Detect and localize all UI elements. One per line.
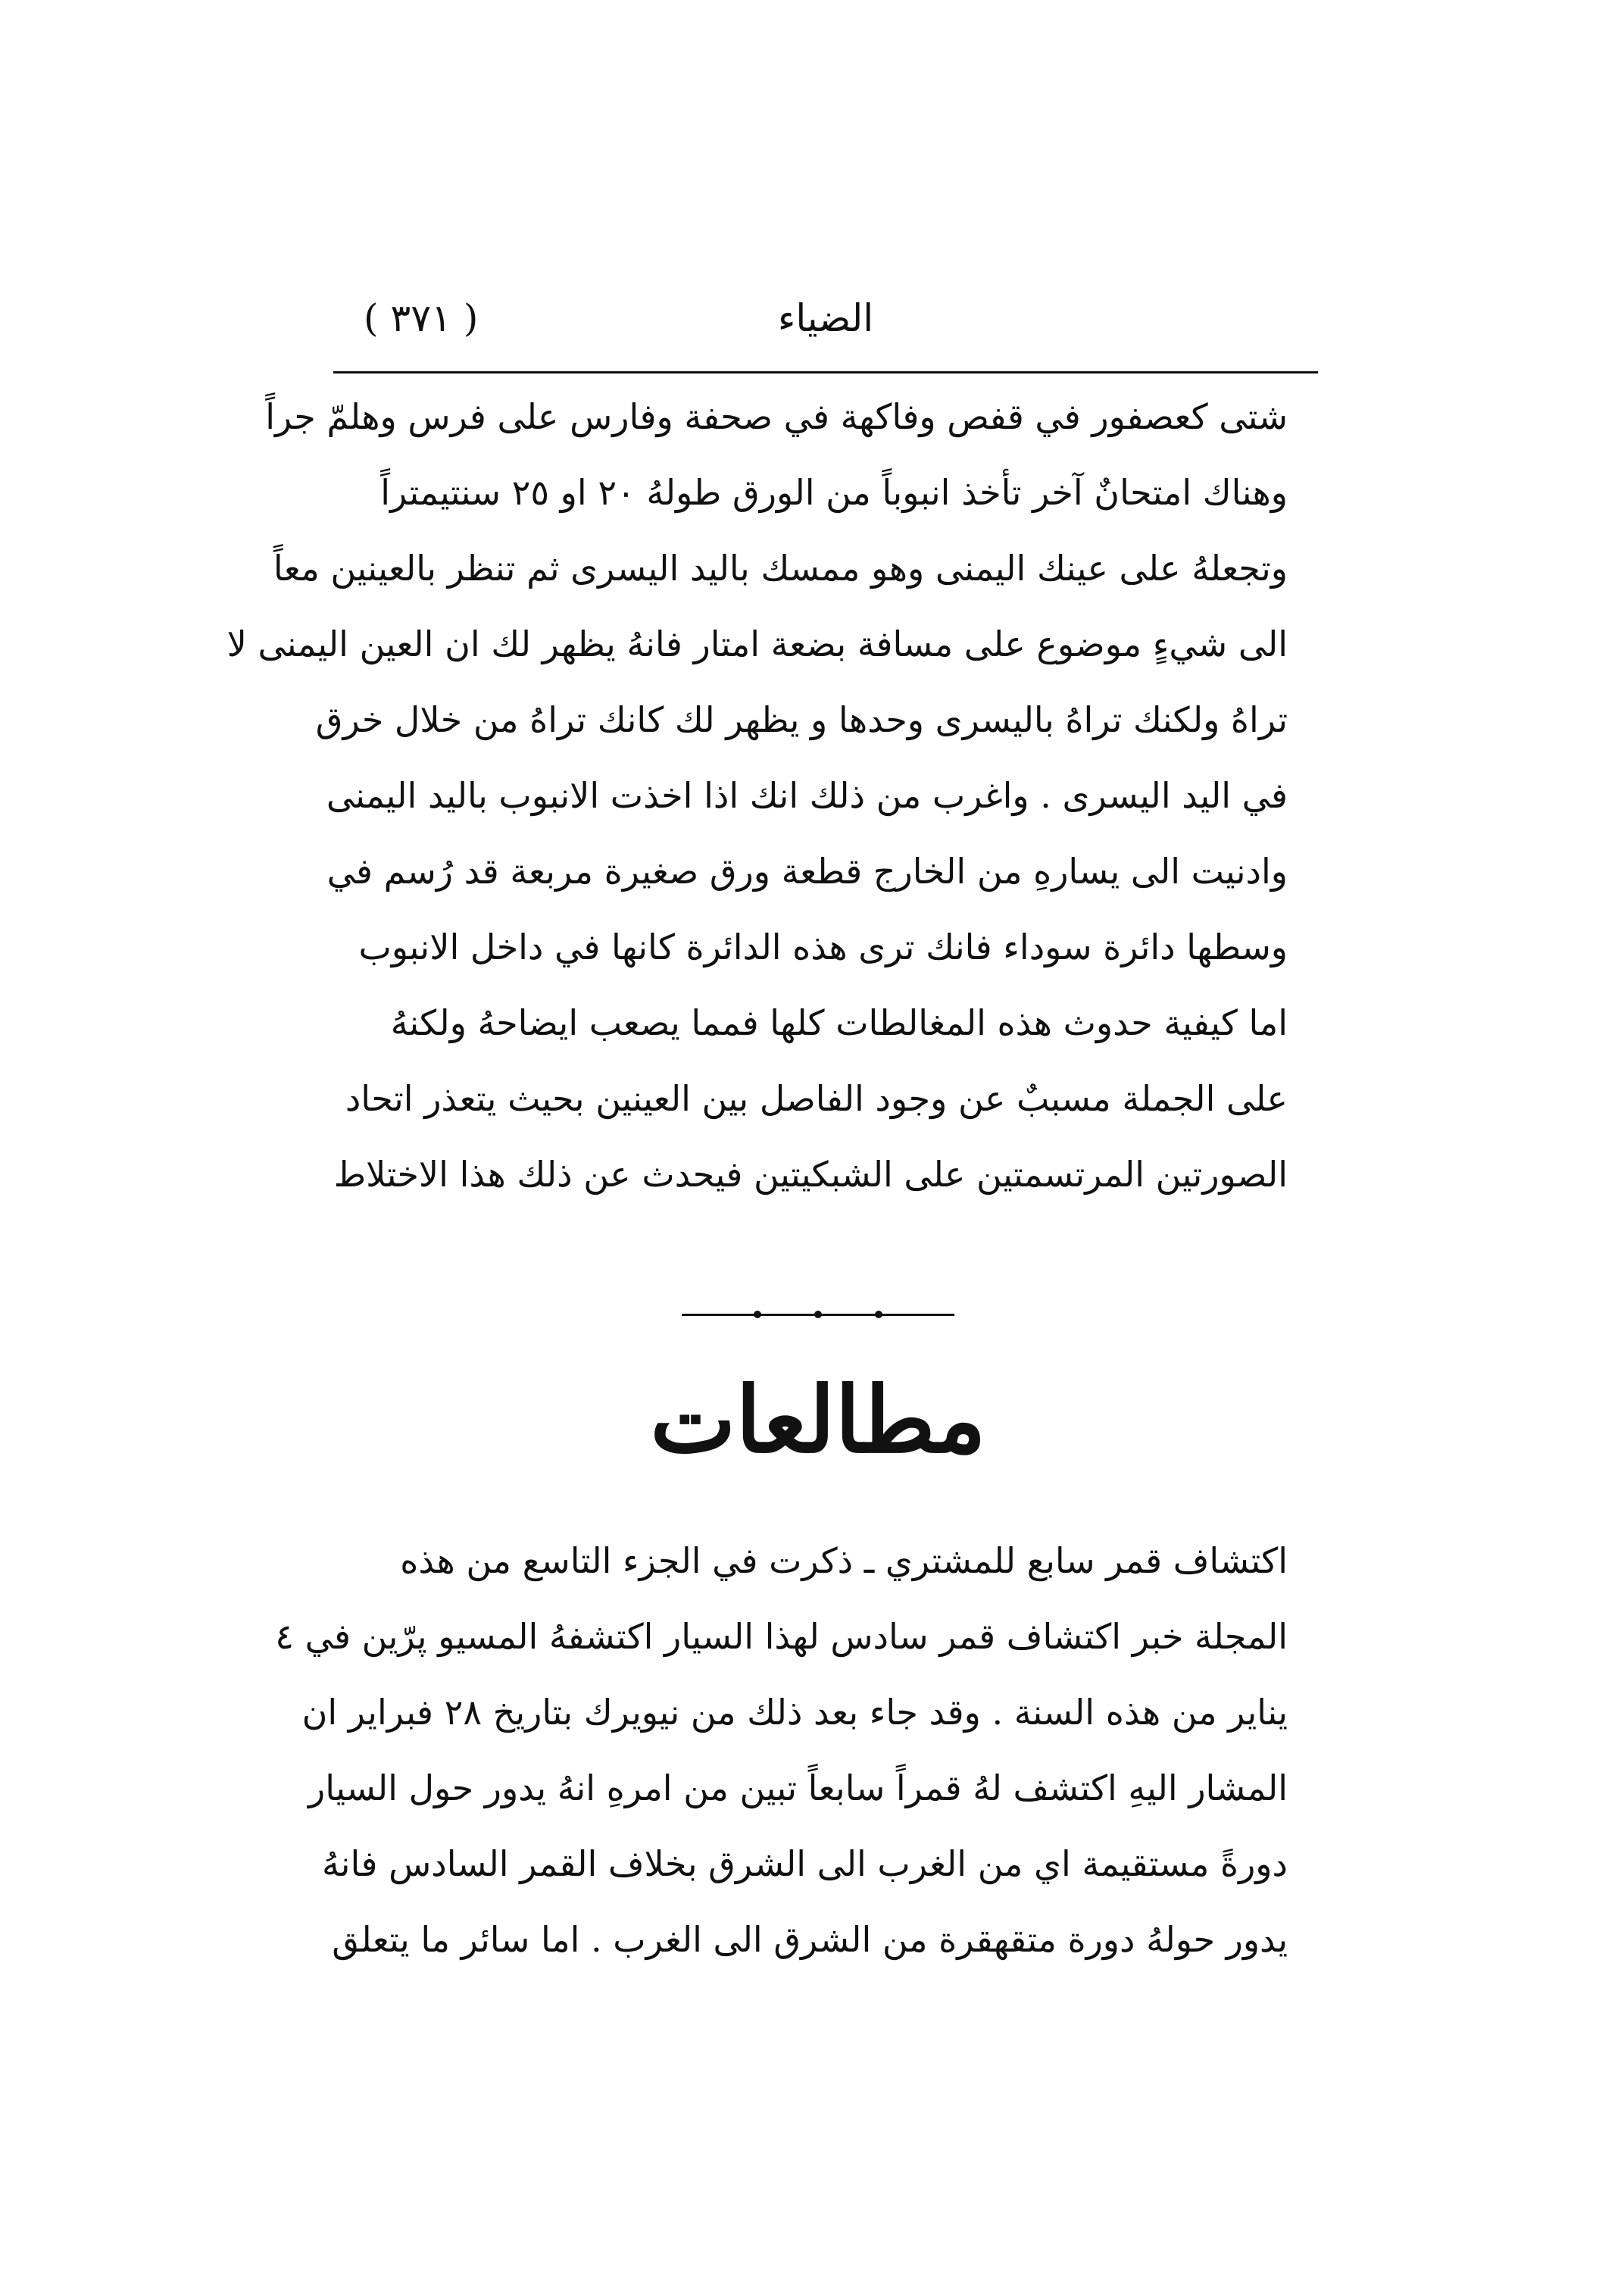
news-article	[275, 1523, 1288, 1977]
text-line: اما كيفية حدوث هذه المغالطات كلها فمما يصعب ايضاحهُ ولكنهُ	[390, 1002, 1288, 1043]
separator-dot	[754, 1311, 761, 1318]
text-line: يدور حولهُ دورة متقهقرة من الشرق الى الغرب . اما سائر ما يتعلق	[332, 1919, 1288, 1960]
text-line: على الجملة مسببٌ عن وجود الفاصل بين العينين بحيث يتعذر اتحاد	[345, 1078, 1288, 1119]
text-line: وتجعلهُ على عينك اليمنى وهو ممسك باليد اليسرى ثم تنظر بالعينين معاً	[273, 548, 1288, 589]
text-line: يناير من هذه السنة . وقد جاء بعد ذلك من نيويرك بتاريخ ٢٨ فبراير ان	[301, 1692, 1288, 1733]
section-separator	[682, 1311, 954, 1318]
page-number: ( ٣٧١ )	[364, 296, 479, 340]
running-title: الضياء	[777, 296, 874, 340]
text-line: اكتشاف قمر سابع للمشتري ـ ذكرت في الجزء التاسع من هذه	[400, 1540, 1288, 1581]
text-line: وسطها دائرة سوداء فانك ترى هذه الدائرة كانها في داخل الانبوب	[358, 927, 1288, 967]
text-line: الى شيءٍ موضوع على مسافة بضعة امتار فانهُ يظهر لك ان العين اليمنى لا	[226, 624, 1288, 664]
separator-dot	[875, 1311, 882, 1318]
text-line: وهناك امتحانٌ آخر تأخذ انبوباً من الورق طولهُ ٢٠ او ٢٥ سنتيمتراً	[380, 472, 1288, 513]
text-line: في اليد اليسرى . واغرب من ذلك انك اذا اخذت الانبوب باليد اليمنى	[326, 775, 1288, 816]
text-line: شتى كعصفور في قفص وفاكهة في صحفة وفارس على فرس وهلمّ جراً	[265, 396, 1288, 437]
text-line: الصورتين المرتسمتين على الشبكيتين فيحدث عن ذلك هذا الاختلاط	[333, 1154, 1288, 1195]
text-line: تراهُ ولكنك تراهُ باليسرى وحدها و يظهر لك كانك تراهُ من خلال خرق	[315, 699, 1288, 740]
header-rule	[333, 371, 1318, 373]
section-heading: مطالعات	[650, 1367, 986, 1474]
separator-dot	[814, 1311, 822, 1318]
page-header	[333, 280, 1318, 364]
text-line: وادنيت الى يسارهِ من الخارج قطعة ورق صغيرة مربعة قد رُسم في	[326, 851, 1288, 892]
text-line: المجلة خبر اكتشاف قمر سادس لهذا السيار اكتشفهُ المسيو پرّين في ٤	[275, 1616, 1288, 1657]
text-line: دورةً مستقيمة اي من الغرب الى الشرق بخلاف القمر السادس فانهُ	[322, 1843, 1288, 1884]
article-continuation	[226, 379, 1288, 1212]
text-line: المشار اليهِ اكتشف لهُ قمراً سابعاً تبين من امرهِ انهُ يدور حول السيار	[308, 1767, 1288, 1808]
